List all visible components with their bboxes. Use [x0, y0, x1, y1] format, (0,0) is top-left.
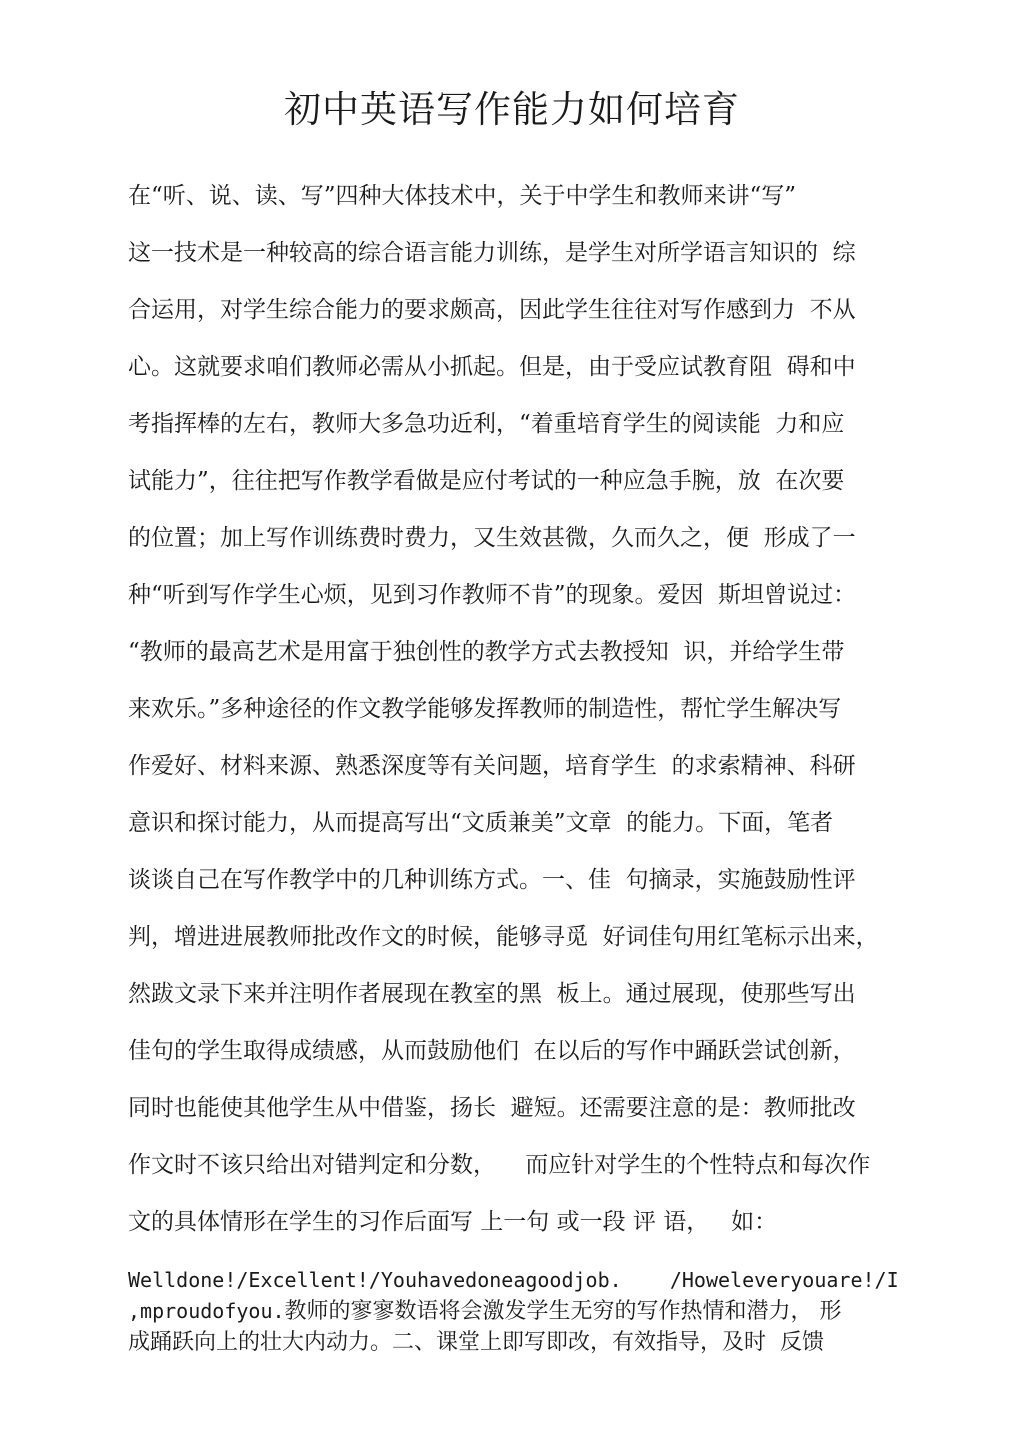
text-line: 判，增进进展教师批改作文的时候，能够寻觅 好词佳句用红笔标示出来， [128, 924, 879, 950]
text-line: 试能力”，往往把写作教学看做是应付考试的一种应急手腕，放 在次要 [128, 468, 845, 494]
text-line: 意识和探讨能力，从而提高写出“文质兼美”文章 的能力。下面，笔者 [128, 810, 834, 836]
chinese-text: 成踊跃向上的壮大内动力。二、课堂上即写即改，有效指导，及时 反馈 [128, 1330, 824, 1355]
chinese-text: 教师的寥寥数语将会激发学生无穷的写作热情和潜力， 形 [284, 1299, 842, 1324]
document-title: 初中英语写作能力如何培育 [284, 88, 740, 131]
text-line: 同时也能使其他学生从中借鉴，扬长 避短。还需要注意的是：教师批改 [128, 1095, 856, 1121]
mixed-line [128, 1327, 908, 1358]
text-line: 合运用，对学生综合能力的要求颇高，因此学生往往对写作感到力 不从 [128, 297, 856, 323]
text-line: 心。这就要求咱们教师必需从小抓起。但是，由于受应试教育阻 碍和中 [128, 354, 856, 380]
text-line: 的位置；加上写作训练费时费力，又生效甚微，久而久之，便 形成了一 [128, 525, 856, 551]
text-line: 作文时不该只给出对错判定和分数， 而应针对学生的个性特点和每次作 [128, 1152, 871, 1178]
text-line: 考指挥棒的左右，教师大多急功近利，“着重培育学生的阅读能 力和应 [128, 411, 845, 437]
text-line: 然跋文录下来并注明作者展现在教室的黑 板上。通过展现，使那些写出 [128, 981, 856, 1007]
body-paragraph [128, 174, 908, 1257]
text-line: 作爱好、材料来源、熟悉深度等有关问题，培育学生 的求索精神、科研 [128, 753, 856, 779]
mixed-line [128, 1265, 908, 1296]
text-line: 这一技术是一种较高的综合语言能力训练，是学生对所学语言知识的 综 [128, 240, 856, 266]
text-line: 文的具体情形在学生的习作后面写 上一句 或一段 评 语， 如： [128, 1209, 778, 1235]
english-text: Welldone!/Excellent!/Youhavedoneagoodjob. /Howeleveryouare!/I [128, 1268, 899, 1292]
mixed-paragraph [128, 1265, 908, 1358]
text-line: 谈谈自己在写作教学中的几种训练方式。一、佳 句摘录，实施鼓励性评 [128, 867, 856, 893]
text-line: 种“听到写作学生心烦，见到习作教师不肯”的现象。爱因 斯坦曾说过： [128, 582, 857, 608]
english-text: ,mproudofyou. [128, 1299, 285, 1323]
text-line: “教师的最高艺术是用富于独创性的教学方式去教授知 识，并给学生带 [128, 639, 845, 665]
text-line: 佳句的学生取得成绩感，从而鼓励他们 在以后的写作中踊跃尝试创新， [128, 1038, 856, 1064]
mixed-line [128, 1296, 908, 1327]
text-line: 在“听、说、读、写”四种大体技术中，关于中学生和教师来讲“写” [128, 183, 797, 209]
text-line: 来欢乐。”多种途径的作文教学能够发挥教师的制造性，帮忙学生解决写 [128, 696, 842, 722]
